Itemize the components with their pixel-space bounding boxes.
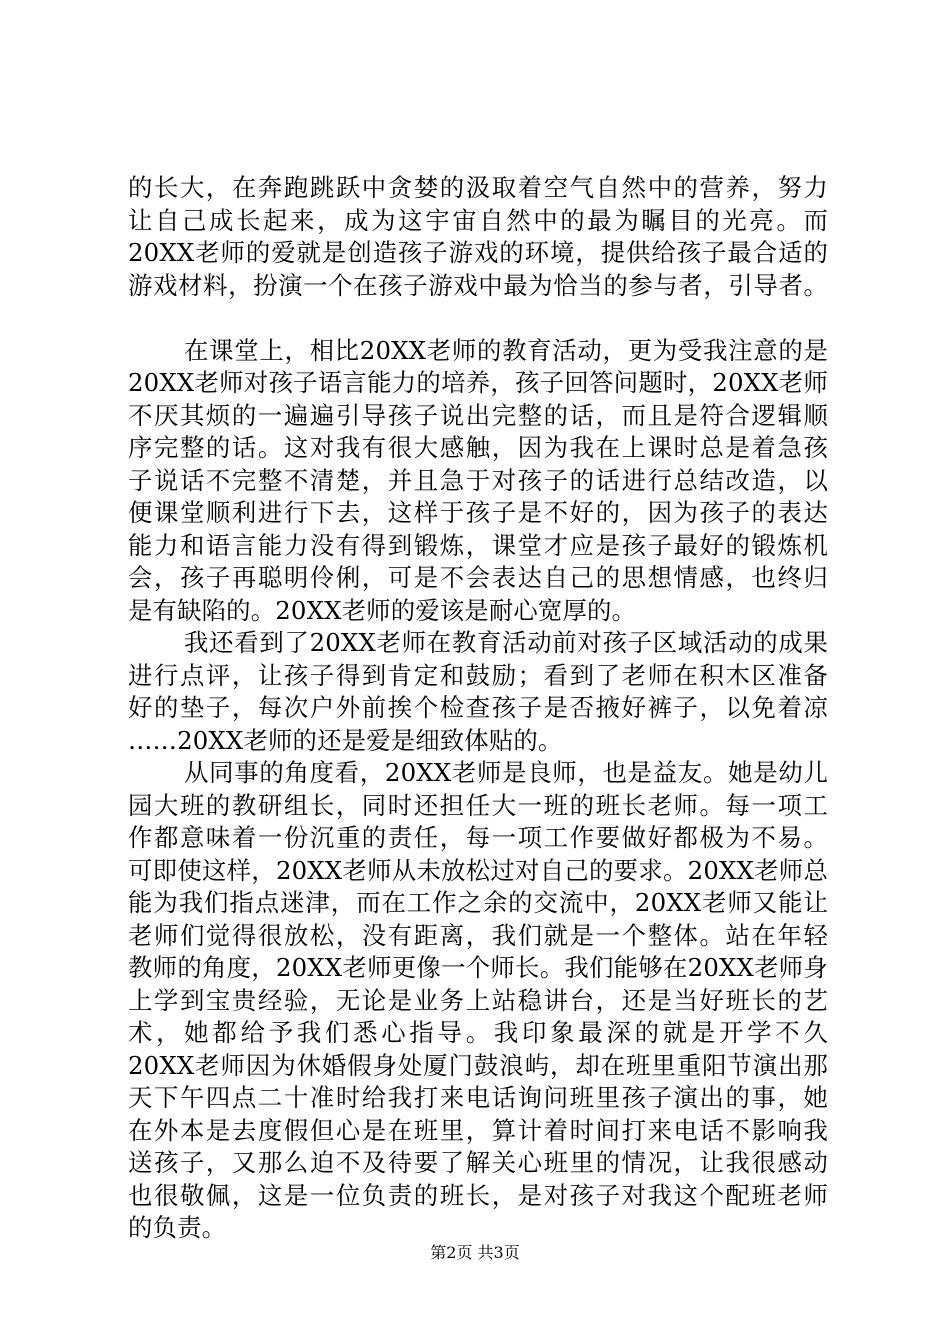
text-line: 20XX老师因为休婚假身处厦门鼓浪屿，却在班里重阳节演出那 [128, 1050, 828, 1080]
page-number-footer: 第2页 共3页 [430, 1243, 520, 1262]
text-line: 便课堂顺利进行下去，这样于孩子是不好的，因为孩子的表达 [128, 498, 828, 527]
text-line: 术，她都给予我们悉心指导。我印象最深的就是开学不久 [128, 1018, 828, 1047]
text-line: 送孩子，又那么迫不及待要了解关心班里的情况，让我很感动 [128, 1148, 828, 1177]
text-line: 在外本是去度假但心是在班里，算计着时间打来电话不影响我 [128, 1115, 828, 1145]
text-line: 天下午四点二十准时给我打来电话询问班里孩子演出的事，她 [128, 1083, 828, 1112]
text-line: 子说话不完整不清楚，并且急于对孩子的话进行总结改造，以 [128, 465, 828, 495]
text-line: 在课堂上，相比20XX老师的教育活动，更为受我注意的是 [184, 335, 828, 365]
text-line: 序完整的话。这对我有很大感触，因为我在上课时总是着急孩 [128, 433, 828, 462]
text-line: 20XX老师对孩子语言能力的培养，孩子回答问题时，20XX老师 [128, 368, 828, 397]
text-line: 让自己成长起来，成为这宇宙自然中的最为瞩目的光亮。而 [128, 205, 828, 235]
text-line: 作都意味着一份沉重的责任，每一项工作要做好都极为不易。 [128, 823, 828, 852]
text-line: 园大班的教研组长，同时还担任大一班的班长老师。每一项工 [128, 790, 828, 820]
text-line: 游戏材料，扮演一个在孩子游戏中最为恰当的参与者，引导者。 [128, 270, 828, 300]
text-line: 是有缺陷的。20XX老师的爱该是耐心宽厚的。 [128, 595, 637, 625]
text-line: 能为我们指点迷津，而在工作之余的交流中，20XX老师又能让 [128, 888, 828, 917]
paragraph [128, 335, 828, 628]
paragraph [128, 757, 828, 1245]
text-line: ……20XX老师的还是爱是细致体贴的。 [128, 725, 563, 755]
text-line: 教师的角度，20XX老师更像一个师长。我们能够在20XX老师身 [128, 953, 828, 982]
paragraph [128, 172, 828, 302]
document-body [128, 172, 828, 1245]
text-line: 也很敬佩，这是一位负责的班长，是对孩子对我这个配班老师 [128, 1180, 828, 1210]
text-line: 进行点评，让孩子得到肯定和鼓励；看到了老师在积木区准备 [128, 660, 828, 690]
text-line: 老师们觉得很放松，没有距离，我们就是一个整体。站在年轻 [128, 920, 828, 950]
text-line: 的负责。 [128, 1213, 227, 1242]
text-line: 能力和语言能力没有得到锻炼，课堂才应是孩子最好的锻炼机 [128, 530, 828, 560]
text-line: 我还看到了20XX老师在教育活动前对孩子区域活动的成果 [184, 628, 828, 657]
text-line: 不厌其烦的一遍遍引导孩子说出完整的话，而且是符合逻辑顺 [128, 400, 828, 430]
text-line: 的长大，在奔跑跳跃中贪婪的汲取着空气自然中的营养，努力 [128, 173, 828, 202]
text-line: 上学到宝贵经验，无论是业务上站稳讲台，还是当好班长的艺 [128, 985, 828, 1015]
paragraph [128, 627, 828, 757]
text-line: 20XX老师的爱就是创造孩子游戏的环境，提供给孩子最合适的 [128, 238, 828, 267]
text-line: 可即使这样，20XX老师从未放松过对自己的要求。20XX老师总 [128, 855, 828, 885]
text-line: 会，孩子再聪明伶俐，可是不会表达自己的思想情感，也终归 [128, 563, 828, 592]
text-line: 好的垫子，每次户外前挨个检查孩子是否掖好裤子，以免着凉 [128, 693, 828, 722]
text-line: 从同事的角度看，20XX老师是良师，也是益友。她是幼儿 [184, 758, 828, 787]
paragraph-spacer [128, 302, 828, 335]
